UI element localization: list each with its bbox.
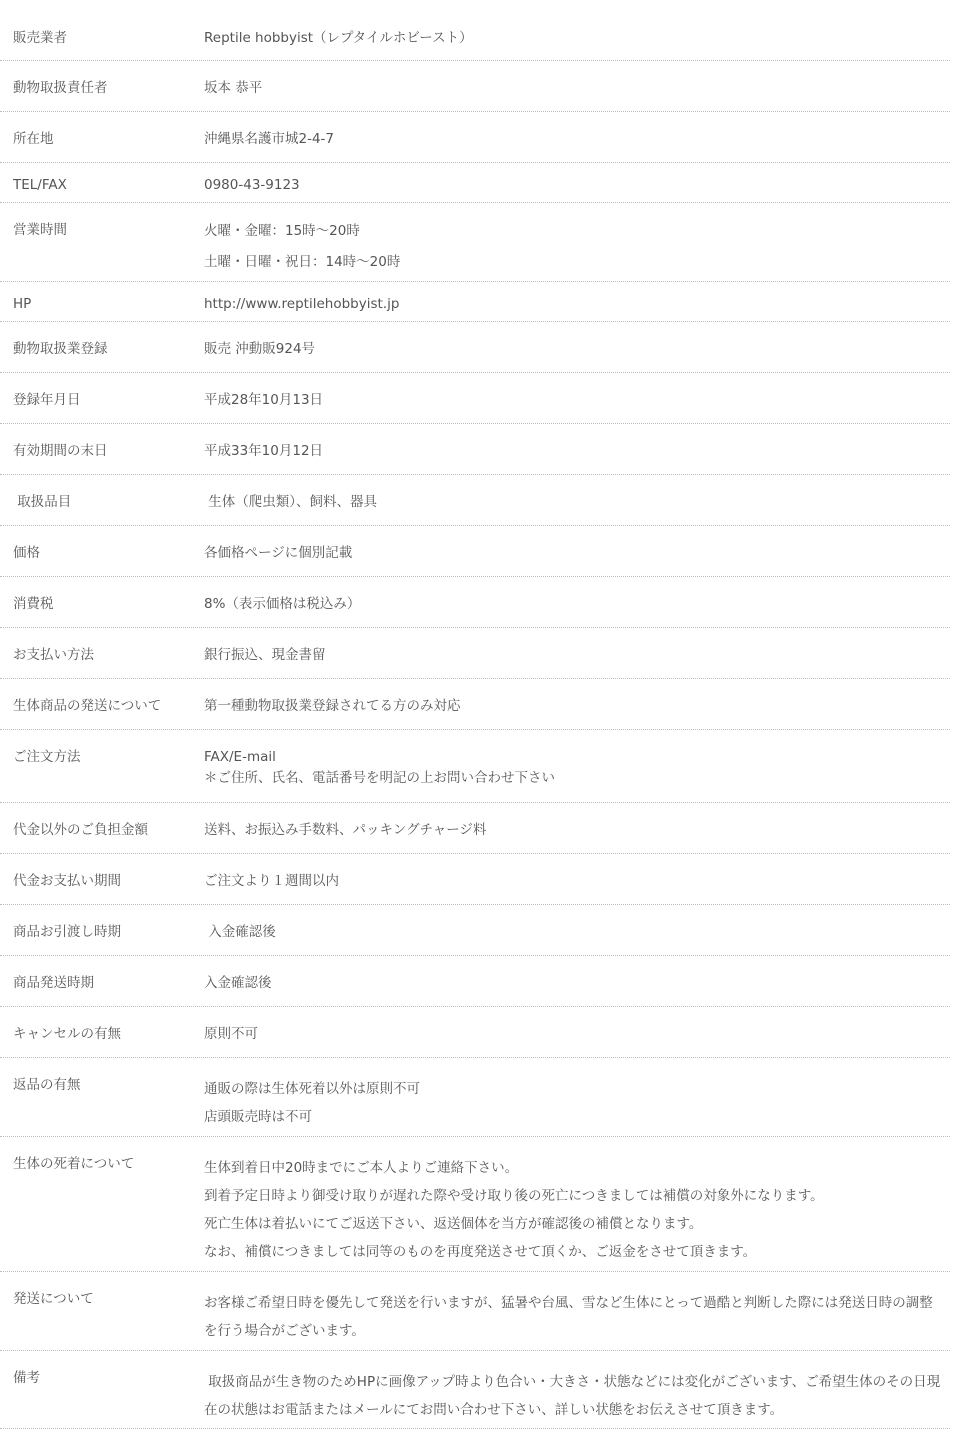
row-label: 生体商品の発送について <box>13 698 162 714</box>
row-label: 消費税 <box>13 596 54 612</box>
table-row <box>0 1058 950 1137</box>
row-value <box>192 577 950 627</box>
table-row <box>0 1007 950 1058</box>
value-line: 生体（爬虫類）、飼料、器具 <box>204 494 378 510</box>
table-row <box>0 803 950 854</box>
row-value <box>192 730 950 802</box>
value-line: ＊ご住所、氏名、電話番号を明記の上お問い合わせ下さい <box>204 770 555 786</box>
row-value <box>192 1351 950 1428</box>
value-line: 原則不可 <box>204 1026 258 1042</box>
table-row <box>0 854 950 905</box>
table-row <box>0 1272 950 1351</box>
table-row <box>0 1351 950 1429</box>
row-label: 営業時間 <box>13 222 67 238</box>
value-line: 8%（表示価格は税込み） <box>204 596 361 612</box>
value-line: 入金確認後 <box>204 975 272 991</box>
row-value <box>192 424 950 474</box>
value-line: 平成33年10月12日 <box>204 443 324 459</box>
table-row <box>0 112 950 163</box>
table-row <box>0 11 950 61</box>
table-row <box>0 628 950 679</box>
row-value <box>192 628 950 678</box>
value-line: 生体到着日中20時までにご本人よりご連絡下さい。 <box>204 1160 519 1176</box>
row-label: 生体の死着について <box>13 1156 135 1172</box>
row-value <box>192 1272 950 1350</box>
row-label: 動物取扱業登録 <box>13 341 108 357</box>
row-value <box>192 1137 950 1271</box>
row-label: 発送について <box>13 1291 94 1307</box>
row-value <box>192 322 950 372</box>
row-label: 代金お支払い期間 <box>13 873 121 889</box>
row-label: 商品お引渡し時期 <box>13 924 121 940</box>
row-label: 販売業者 <box>13 30 67 46</box>
table-row <box>0 373 950 424</box>
row-value <box>192 203 950 281</box>
value-line: 販売 沖動販924号 <box>204 341 316 357</box>
table-row <box>0 61 950 112</box>
value-line: http://www.reptilehobbyist.jp <box>204 296 400 312</box>
table-row <box>0 203 950 282</box>
table-row <box>0 905 950 956</box>
value-line: 通販の際は生体死着以外は原則不可 <box>204 1081 420 1097</box>
table-row <box>0 424 950 475</box>
row-value <box>192 11 950 60</box>
row-value <box>192 1007 950 1057</box>
row-value <box>192 1058 950 1136</box>
value-line: 取扱商品が生き物のためHPに画像アップ時より色合い・大きさ・状態などには変化がございます、ご希望生体のその日現在の状態はお電話またはメールにてお問い合わせ下さい、詳しい状態をお伝えさせて頂きます。 <box>204 1374 941 1418</box>
shop-info-table <box>0 11 950 1429</box>
value-line: 0980-43-9123 <box>204 177 300 193</box>
value-line: Reptile hobbyist（レプタイルホビースト） <box>204 30 473 46</box>
row-label: TEL/FAX <box>13 177 67 193</box>
row-label: 備考 <box>13 1370 40 1386</box>
row-label: HP <box>13 296 32 312</box>
row-label: 登録年月日 <box>13 392 81 408</box>
value-line: お客様ご希望日時を優先して発送を行いますが、猛暑や台風、雪など生体にとって過酷と判断した際には発送日時の調整を行う場合がございます。 <box>204 1295 933 1339</box>
row-value <box>192 905 950 955</box>
value-line: 坂本 恭平 <box>204 80 263 96</box>
row-label: 動物取扱責任者 <box>13 80 108 96</box>
table-row <box>0 577 950 628</box>
row-value <box>192 679 950 729</box>
row-label: 商品発送時期 <box>13 975 94 991</box>
table-row <box>0 730 950 803</box>
value-line: なお、補償につきましては同等のものを再度発送させて頂くか、ご返金をさせて頂きます。 <box>204 1244 757 1260</box>
table-row <box>0 322 950 373</box>
row-value <box>192 163 950 202</box>
value-line: 土曜・日曜・祝日：14時〜20時 <box>204 254 401 270</box>
value-line: 入金確認後 <box>204 924 276 940</box>
row-value <box>192 956 950 1006</box>
row-label: 価格 <box>13 545 40 561</box>
value-line: 火曜・金曜：15時〜20時 <box>204 223 360 239</box>
row-value <box>192 112 950 162</box>
row-value <box>192 803 950 853</box>
row-value <box>192 282 950 321</box>
table-row <box>0 679 950 730</box>
table-row <box>0 1137 950 1272</box>
row-label: 所在地 <box>13 131 54 147</box>
value-line: FAX/E-mail <box>204 749 276 765</box>
row-label: 返品の有無 <box>13 1077 81 1093</box>
value-line: 平成28年10月13日 <box>204 392 324 408</box>
table-row <box>0 282 950 322</box>
table-row <box>0 475 950 526</box>
value-line: 銀行振込、現金書留 <box>204 647 326 663</box>
value-line: 到着予定日時より御受け取りが遅れた際や受け取り後の死亡につきましては補償の対象外になります。 <box>204 1188 824 1204</box>
value-line: ご注文より１週間以内 <box>204 873 339 889</box>
table-row <box>0 163 950 203</box>
row-value <box>192 526 950 576</box>
row-value <box>192 61 950 111</box>
row-label: 取扱品目 <box>13 494 72 510</box>
row-value <box>192 373 950 423</box>
value-line: 各価格ページに個別記載 <box>204 545 353 561</box>
value-line: 第一種動物取扱業登録されてる方のみ対応 <box>204 698 461 714</box>
row-label: お支払い方法 <box>13 647 94 663</box>
row-value <box>192 475 950 525</box>
row-label: 代金以外のご負担金額 <box>13 822 148 838</box>
row-value <box>192 854 950 904</box>
table-row <box>0 526 950 577</box>
value-line: 死亡生体は着払いにてご返送下さい、返送個体を当方が確認後の補償となります。 <box>204 1216 703 1232</box>
value-line: 送料、お振込み手数料、パッキングチャージ料 <box>204 822 487 838</box>
value-line: 店頭販売時は不可 <box>204 1109 312 1125</box>
row-label: キャンセルの有無 <box>13 1026 121 1042</box>
table-row <box>0 956 950 1007</box>
value-line: 沖縄県名護市城2-4-7 <box>204 131 335 147</box>
row-label: ご注文方法 <box>13 749 81 765</box>
row-label: 有効期間の末日 <box>13 443 108 459</box>
